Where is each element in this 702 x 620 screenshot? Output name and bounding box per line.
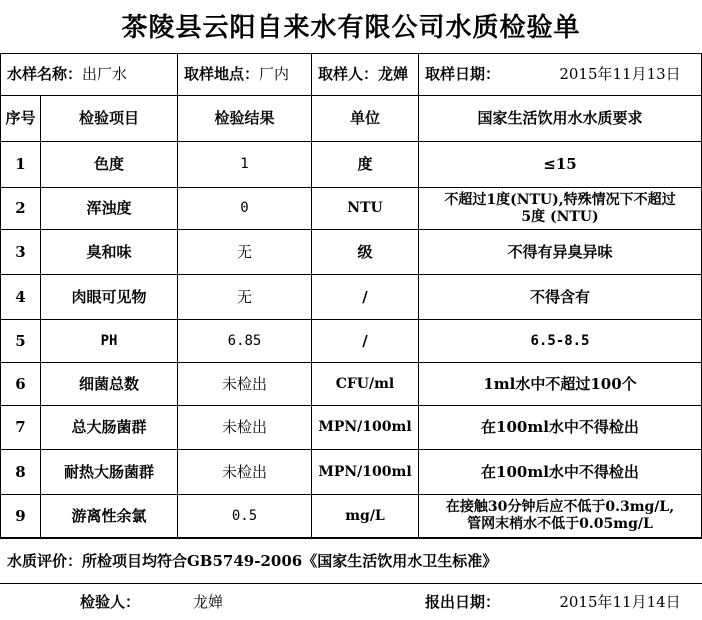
row-requirement: 1ml水中不超过100个 bbox=[483, 374, 637, 393]
row-requirement: 不得含有 bbox=[529, 287, 590, 306]
row-number: 3 bbox=[15, 242, 26, 261]
sample-name-label: 水样名称： bbox=[7, 65, 83, 83]
row-requirement: ≤15 bbox=[543, 155, 577, 173]
row-number: 6 bbox=[15, 374, 26, 393]
row-requirement: 6.5-8.5 bbox=[530, 332, 590, 349]
sampling-date-label: 取样日期： bbox=[425, 65, 501, 83]
row-requirement bbox=[419, 188, 701, 229]
header-item: 检验项目 bbox=[78, 109, 139, 127]
row-item: 总大肠菌群 bbox=[71, 418, 147, 436]
row-unit: mg/L bbox=[345, 507, 385, 524]
water-quality-evaluation: 水质评价：所检项目均符合GB5749-2006《国家生活饮用水卫生标准》 bbox=[7, 551, 498, 570]
row-unit: / bbox=[362, 331, 368, 350]
row-unit: MPN/100ml bbox=[318, 419, 412, 435]
row-requirement: 在100ml水中不得检出 bbox=[481, 418, 639, 436]
row-number: 2 bbox=[15, 199, 26, 217]
row-number: 8 bbox=[15, 462, 26, 481]
row-unit: NTU bbox=[347, 200, 383, 216]
row-requirement bbox=[419, 495, 701, 537]
header-unit: 单位 bbox=[349, 109, 380, 127]
row-result: 6.85 bbox=[227, 332, 262, 349]
sampling-location-value: 厂内 bbox=[259, 65, 290, 83]
sampler-value: 龙婵 bbox=[378, 65, 409, 83]
header-result: 检验结果 bbox=[214, 109, 275, 127]
requirement-line-1: 在接触30分钟后应不低于0.3mg/L, bbox=[445, 499, 675, 515]
header-no: 序号 bbox=[5, 109, 36, 127]
header-requirement: 国家生活饮用水水质要求 bbox=[477, 109, 643, 127]
row-item: 肉眼可见物 bbox=[71, 287, 147, 306]
sampling-location-label: 取样地点： bbox=[184, 65, 260, 83]
row-number: 5 bbox=[15, 331, 26, 350]
inspector-value: 龙婵 bbox=[192, 592, 223, 611]
row-item: 臭和味 bbox=[86, 242, 132, 261]
requirement-line-1: 不超过1度(NTU),特殊情况下不超过 bbox=[444, 191, 676, 208]
sampling-location-cell bbox=[178, 54, 311, 95]
row-result: 0.5 bbox=[231, 507, 258, 524]
sample-name-cell bbox=[1, 54, 177, 95]
sampler-label: 取样人： bbox=[318, 65, 379, 83]
sample-name-value: 出厂水 bbox=[82, 65, 128, 83]
row-requirement: 在100ml水中不得检出 bbox=[481, 462, 639, 481]
inspector-label: 检验人： bbox=[79, 592, 140, 611]
requirement-line-2: 5度 (NTU) bbox=[521, 208, 599, 225]
report-date-label: 报出日期： bbox=[425, 592, 501, 611]
row-item: 浑浊度 bbox=[86, 199, 132, 217]
row-number: 7 bbox=[15, 418, 26, 436]
row-result: 无 bbox=[236, 242, 252, 261]
row-result: 未检出 bbox=[221, 462, 267, 481]
row-unit: 度 bbox=[357, 155, 373, 173]
row-number: 1 bbox=[15, 155, 26, 173]
row-unit: / bbox=[362, 287, 368, 306]
report-date-value: 2015年11月14日 bbox=[559, 592, 681, 611]
row-number: 9 bbox=[15, 506, 26, 525]
row-item: 耐热大肠菌群 bbox=[63, 462, 154, 481]
row-unit: MPN/100ml bbox=[318, 463, 412, 480]
row-result: 未检出 bbox=[221, 374, 267, 393]
row-result: 无 bbox=[236, 287, 252, 306]
row-requirement: 不得有异臭异味 bbox=[507, 242, 613, 261]
row-item: PH bbox=[100, 332, 118, 349]
row-result: 0 bbox=[240, 200, 249, 216]
row-result: 1 bbox=[240, 156, 249, 172]
row-unit: 级 bbox=[357, 242, 373, 261]
sampling-date-value: 2015年11月13日 bbox=[559, 65, 681, 83]
sampler-cell bbox=[312, 54, 418, 95]
row-number: 4 bbox=[15, 287, 26, 306]
requirement-line-2: 管网末梢水不低于0.05mg/L bbox=[467, 516, 653, 532]
row-item: 游离性余氯 bbox=[71, 506, 147, 525]
row-item: 细菌总数 bbox=[78, 374, 139, 393]
row-result: 未检出 bbox=[221, 418, 267, 436]
row-unit: CFU/ml bbox=[335, 375, 395, 392]
row-item: 色度 bbox=[93, 155, 124, 173]
report-title: 茶陵县云阳自来水有限公司水质检验单 bbox=[121, 12, 581, 43]
